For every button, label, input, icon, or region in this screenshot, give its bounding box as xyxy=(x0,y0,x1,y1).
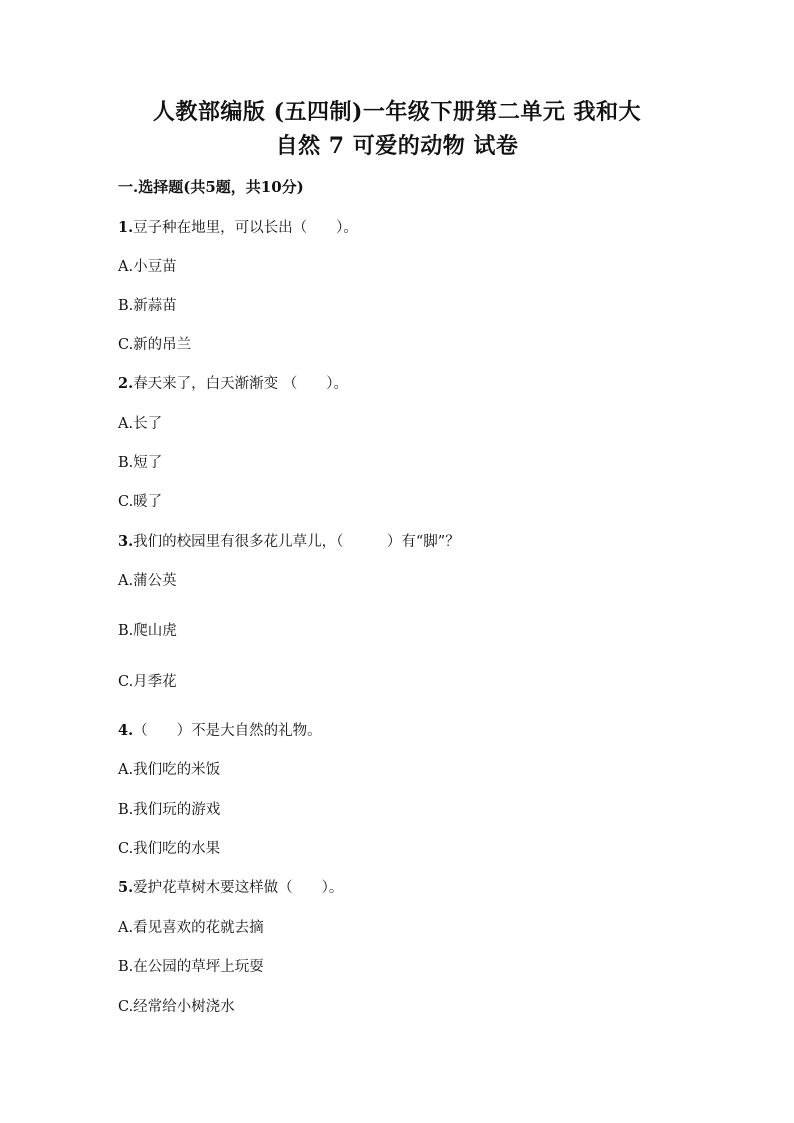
question-number: 5. xyxy=(118,879,134,896)
question-stem: 爱护花草树木要这样做（ ）。 xyxy=(133,880,344,896)
option-1b: B.新蒜苗 xyxy=(118,298,177,314)
question-3 xyxy=(118,531,460,553)
question-stem: 春天来了，白天渐渐变 （ ）。 xyxy=(133,376,348,392)
option-3a: A.蒲公英 xyxy=(118,573,177,589)
question-stem: 我们的校园里有很多花儿草儿，（ ）有“脚”？ xyxy=(133,534,460,550)
option-3b: B.爬山虎 xyxy=(118,623,177,639)
option-2c: C.暖了 xyxy=(118,494,163,510)
option-1a: A.小豆苗 xyxy=(118,259,177,275)
option-5c: C.经常给小树浇水 xyxy=(118,999,235,1015)
option-2a: A.长了 xyxy=(118,416,163,432)
title-line-2: 自然 7 可爱的动物 试卷 xyxy=(275,133,519,159)
option-4c: C.我们吃的水果 xyxy=(118,841,221,857)
question-5 xyxy=(118,877,343,899)
title-line-1: 人教部编版 (五四制)一年级下册第二单元 我和大 xyxy=(152,99,642,125)
option-5a: A.看见喜欢的花就去摘 xyxy=(118,920,264,936)
question-4 xyxy=(118,720,322,742)
option-4a: A.我们吃的米饭 xyxy=(118,762,221,778)
question-stem: 豆子种在地里，可以长出（ ）。 xyxy=(133,220,358,236)
question-number: 3. xyxy=(118,533,134,550)
option-3c: C.月季花 xyxy=(118,674,177,690)
option-1c: C.新的吊兰 xyxy=(118,337,192,353)
option-2b: B.短了 xyxy=(118,455,163,471)
section-heading: 一.选择题(共5题，共10分) xyxy=(118,178,304,196)
option-4b: B.我们玩的游戏 xyxy=(118,802,221,818)
question-2 xyxy=(118,373,348,395)
question-number: 4. xyxy=(118,722,134,739)
question-number: 2. xyxy=(118,375,134,392)
question-1 xyxy=(118,217,358,239)
option-5b: B.在公园的草坪上玩耍 xyxy=(118,959,264,975)
question-number: 1. xyxy=(118,219,134,236)
question-stem: （ ）不是大自然的礼物。 xyxy=(133,723,322,739)
